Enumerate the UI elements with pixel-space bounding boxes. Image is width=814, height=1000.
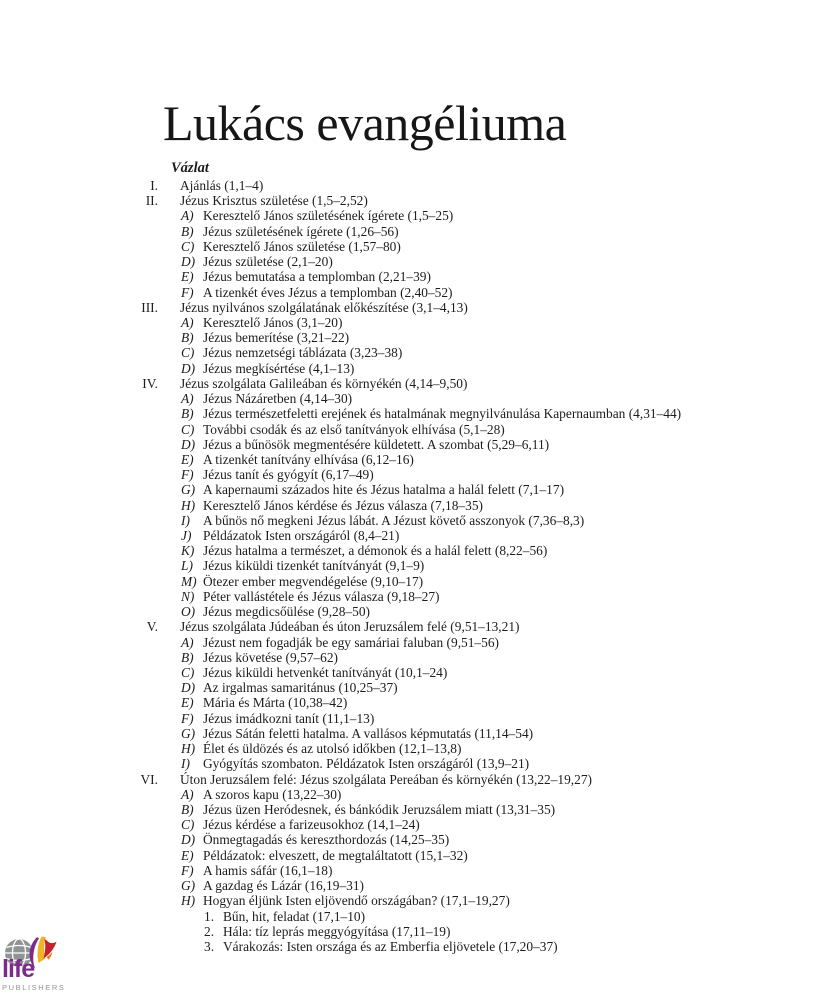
outline-text: Jézus a bűnösök megmentésére küldetett. A szombat (5,29–6,11) <box>203 436 550 452</box>
outline-item <box>0 863 814 878</box>
outline-text: A szoros kapu (13,22–30) <box>203 786 342 802</box>
outline-marker: 1. <box>204 908 215 924</box>
outline-marker: A) <box>181 786 194 802</box>
outline-item <box>0 422 814 437</box>
outline-text: Jézus születésének ígérete (1,26–56) <box>203 223 399 239</box>
outline-marker: E) <box>181 451 194 467</box>
outline-marker: C) <box>181 665 195 680</box>
outline-item <box>0 467 814 482</box>
outline-text: Élet és üldözés és az utolsó időkben (12,1–13,8) <box>203 741 462 757</box>
outline-marker: III. <box>141 299 158 315</box>
outline-item <box>0 756 814 771</box>
outline-text: Példázatok Isten országáról (8,4–21) <box>203 528 400 544</box>
outline-marker: B) <box>181 406 194 422</box>
outline-marker: F) <box>181 862 194 878</box>
outline-text: Önmegtagadás és kereszthordozás (14,25–35) <box>203 832 450 848</box>
outline-item <box>0 802 814 817</box>
outline-item <box>0 695 814 710</box>
outline-item <box>0 254 814 269</box>
outline-item <box>0 437 814 452</box>
outline-text: További csodák és az első tanítványok elhívása (5,1–28) <box>203 421 505 437</box>
outline-marker: 3. <box>204 938 215 954</box>
outline-text: Keresztelő János kérdése és Jézus válasza (7,18–35) <box>203 497 483 513</box>
outline-item <box>0 543 814 558</box>
outline-marker: V. <box>146 619 158 635</box>
logo-wordmark: life <box>2 955 35 983</box>
outline-marker: A) <box>181 208 194 224</box>
outline-item <box>0 513 814 528</box>
outline-marker: B) <box>181 649 194 665</box>
outline-item <box>0 285 814 300</box>
outline-marker: F) <box>181 284 194 300</box>
outline-text: Jézus üzen Heródesnek, és bánkódik Jeruzsálem miatt (13,31–35) <box>203 801 556 817</box>
outline-item <box>0 741 814 756</box>
outline-item <box>0 604 814 619</box>
outline-text: A bűnös nő megkeni Jézus lábát. A Jézust követő asszonyok (7,36–8,3) <box>203 512 585 528</box>
outline-marker: H) <box>181 893 196 909</box>
outline-item <box>0 178 814 193</box>
outline-text: A hamis sáfár (16,1–18) <box>203 862 333 878</box>
outline-text: Jézus szolgálata Galileában és környékén (4,14–9,50) <box>180 375 468 391</box>
outline-marker: K) <box>181 543 195 559</box>
outline-marker: B) <box>181 801 194 817</box>
outline-text: Jézus megkísértése (4,1–13) <box>203 360 355 376</box>
outline-heading: Vázlat <box>171 160 209 176</box>
outline-text: Jézus nemzetségi táblázata (3,23–38) <box>203 345 403 361</box>
outline-marker: II. <box>145 193 158 209</box>
outline-text: Példázatok: elveszett, de megtaláltatott (15,1–32) <box>203 847 468 863</box>
outline-marker: M) <box>181 573 197 589</box>
outline-marker: I. <box>150 178 158 193</box>
page-title: Lukács evangéliuma <box>163 95 567 151</box>
outline-item <box>0 498 814 513</box>
outline-text: Keresztelő János születése (1,57–80) <box>203 238 401 254</box>
outline-text: A gazdag és Lázár (16,19–31) <box>203 878 364 894</box>
outline-item <box>0 208 814 223</box>
outline-text: A kapernaumi százados hite és Jézus hatalma a halál felett (7,1–17) <box>203 482 565 498</box>
outline-marker: O) <box>181 604 196 620</box>
outline-text: Mária és Márta (10,38–42) <box>203 695 348 711</box>
outline-item <box>0 832 814 847</box>
outline-marker: J) <box>181 528 192 544</box>
outline-item <box>0 330 814 345</box>
outline-marker: F) <box>181 467 194 483</box>
outline-item <box>0 635 814 650</box>
outline-text: Várakozás: Isten országa és az Emberfia eljövetele (17,20–37) <box>223 938 558 954</box>
outline-item <box>0 787 814 802</box>
outline-item <box>0 452 814 467</box>
outline-item <box>0 726 814 741</box>
outline-marker: D) <box>181 360 196 376</box>
outline-text: Jézus követése (9,57–62) <box>203 649 338 665</box>
outline-list <box>0 178 814 954</box>
outline-text: Úton Jeruzsálem felé: Jézus szolgálata Pereában és környékén (13,22–19,27) <box>180 771 592 787</box>
outline-item <box>0 482 814 497</box>
outline-text: Keresztelő János születésének ígérete (1,5–25) <box>203 208 454 224</box>
outline-marker: D) <box>181 680 196 696</box>
outline-marker: C) <box>181 817 195 833</box>
outline-marker: D) <box>181 254 196 270</box>
outline-text: Keresztelő János (3,1–20) <box>203 314 343 330</box>
outline-text: Az irgalmas samaritánus (10,25–37) <box>203 680 398 696</box>
outline-marker: C) <box>181 238 195 254</box>
outline-marker: D) <box>181 832 196 848</box>
outline-text: A tizenkét tanítvány elhívása (6,12–16) <box>203 451 414 467</box>
outline-text: Hála: tíz leprás meggyógyítása (17,11–19) <box>223 923 451 939</box>
outline-text: Hogyan éljünk Isten eljövendő országában? (17,1–19,27) <box>203 893 510 909</box>
outline-marker: L) <box>181 558 193 574</box>
life-publishers-logo <box>0 936 66 1000</box>
outline-item <box>0 589 814 604</box>
outline-text: Jézus kérdése a farizeusokhoz (14,1–24) <box>203 817 420 833</box>
outline-marker: I) <box>181 512 190 528</box>
outline-marker: B) <box>181 330 194 346</box>
outline-text: Jézus tanít és gyógyít (6,17–49) <box>203 467 374 483</box>
outline-item <box>0 269 814 284</box>
outline-text: Péter vallástétele és Jézus válasza (9,18–27) <box>203 588 440 604</box>
outline-text: Jézus Názáretben (4,14–30) <box>203 391 353 407</box>
outline-marker: G) <box>181 878 196 894</box>
outline-item <box>0 300 814 315</box>
outline-item <box>0 848 814 863</box>
outline-marker: 2. <box>204 923 215 939</box>
outline-text: Ötezer ember megvendégelése (9,10–17) <box>203 573 424 589</box>
outline-item <box>0 817 814 832</box>
outline-text: Jézus kiküldi hetvenkét tanítványát (10,1–24) <box>203 665 448 680</box>
outline-marker: A) <box>181 634 194 650</box>
outline-text: Jézus bemerítése (3,21–22) <box>203 330 350 346</box>
outline-text: Jézus Krisztus születése (1,5–2,52) <box>180 193 368 209</box>
outline-marker: IV. <box>142 375 158 391</box>
outline-item <box>0 939 814 954</box>
outline-marker: A) <box>181 314 194 330</box>
outline-text: Jézus Sátán feletti hatalma. A vallásos képmutatás (11,14–54) <box>203 725 534 741</box>
outline-text: Jézus imádkozni tanít (11,1–13) <box>203 710 375 726</box>
outline-text: Jézus természetfeletti erejének és hatalmának megnyilvánulása Kapernaumban (4,31–44) <box>203 406 682 422</box>
outline-item <box>0 772 814 787</box>
outline-marker: A) <box>181 391 194 407</box>
outline-item <box>0 528 814 543</box>
outline-marker: E) <box>181 847 194 863</box>
outline-item <box>0 558 814 573</box>
outline-text: Jézus nyilvános szolgálatának előkészítése (3,1–4,13) <box>180 299 468 315</box>
outline-marker: I) <box>181 756 190 772</box>
outline-item <box>0 665 814 680</box>
outline-item <box>0 909 814 924</box>
outline-item <box>0 574 814 589</box>
outline-item <box>0 345 814 360</box>
outline-item <box>0 650 814 665</box>
logo-subtext: PUBLISHERS <box>2 983 66 992</box>
outline-item <box>0 193 814 208</box>
outline-text: Jézus kiküldi tizenkét tanítványát (9,1–9) <box>203 558 425 574</box>
outline-item <box>0 315 814 330</box>
outline-marker: H) <box>181 741 196 757</box>
outline-marker: E) <box>181 269 194 285</box>
outline-marker: C) <box>181 345 195 361</box>
outline-text: Ajánlás (1,1–4) <box>180 178 264 193</box>
outline-item <box>0 406 814 421</box>
outline-item <box>0 924 814 939</box>
outline-marker: E) <box>181 695 194 711</box>
outline-item <box>0 680 814 695</box>
outline-item <box>0 878 814 893</box>
outline-text: Jézust nem fogadják be egy samáriai faluban (9,51–56) <box>203 634 499 650</box>
outline-text: Jézus szolgálata Júdeában és úton Jeruzsálem felé (9,51–13,21) <box>180 619 520 635</box>
outline-text: Jézus bemutatása a templomban (2,21–39) <box>203 269 431 285</box>
outline-item <box>0 619 814 634</box>
outline-text: A tizenkét éves Jézus a templomban (2,40–52) <box>203 284 453 300</box>
outline-text: Gyógyítás szombaton. Példázatok Isten országáról (13,9–21) <box>203 756 530 772</box>
outline-marker: G) <box>181 725 196 741</box>
outline-text: Jézus megdicsőülése (9,28–50) <box>203 604 370 620</box>
outline-marker: N) <box>181 588 195 604</box>
outline-text: Jézus hatalma a természet, a démonok és a halál felett (8,22–56) <box>203 543 548 559</box>
outline-marker: H) <box>181 497 196 513</box>
outline-marker: G) <box>181 482 196 498</box>
outline-item <box>0 239 814 254</box>
outline-marker: VI. <box>140 771 158 787</box>
outline-marker: B) <box>181 223 194 239</box>
outline-marker: D) <box>181 436 196 452</box>
outline-item <box>0 893 814 908</box>
outline-text: Bűn, hit, feladat (17,1–10) <box>223 908 366 924</box>
outline-item <box>0 224 814 239</box>
outline-marker: C) <box>181 421 195 437</box>
outline-item <box>0 376 814 391</box>
outline-marker: F) <box>181 710 194 726</box>
outline-item <box>0 391 814 406</box>
outline-item <box>0 361 814 376</box>
outline-text: Jézus születése (2,1–20) <box>203 254 333 270</box>
outline-item <box>0 711 814 726</box>
